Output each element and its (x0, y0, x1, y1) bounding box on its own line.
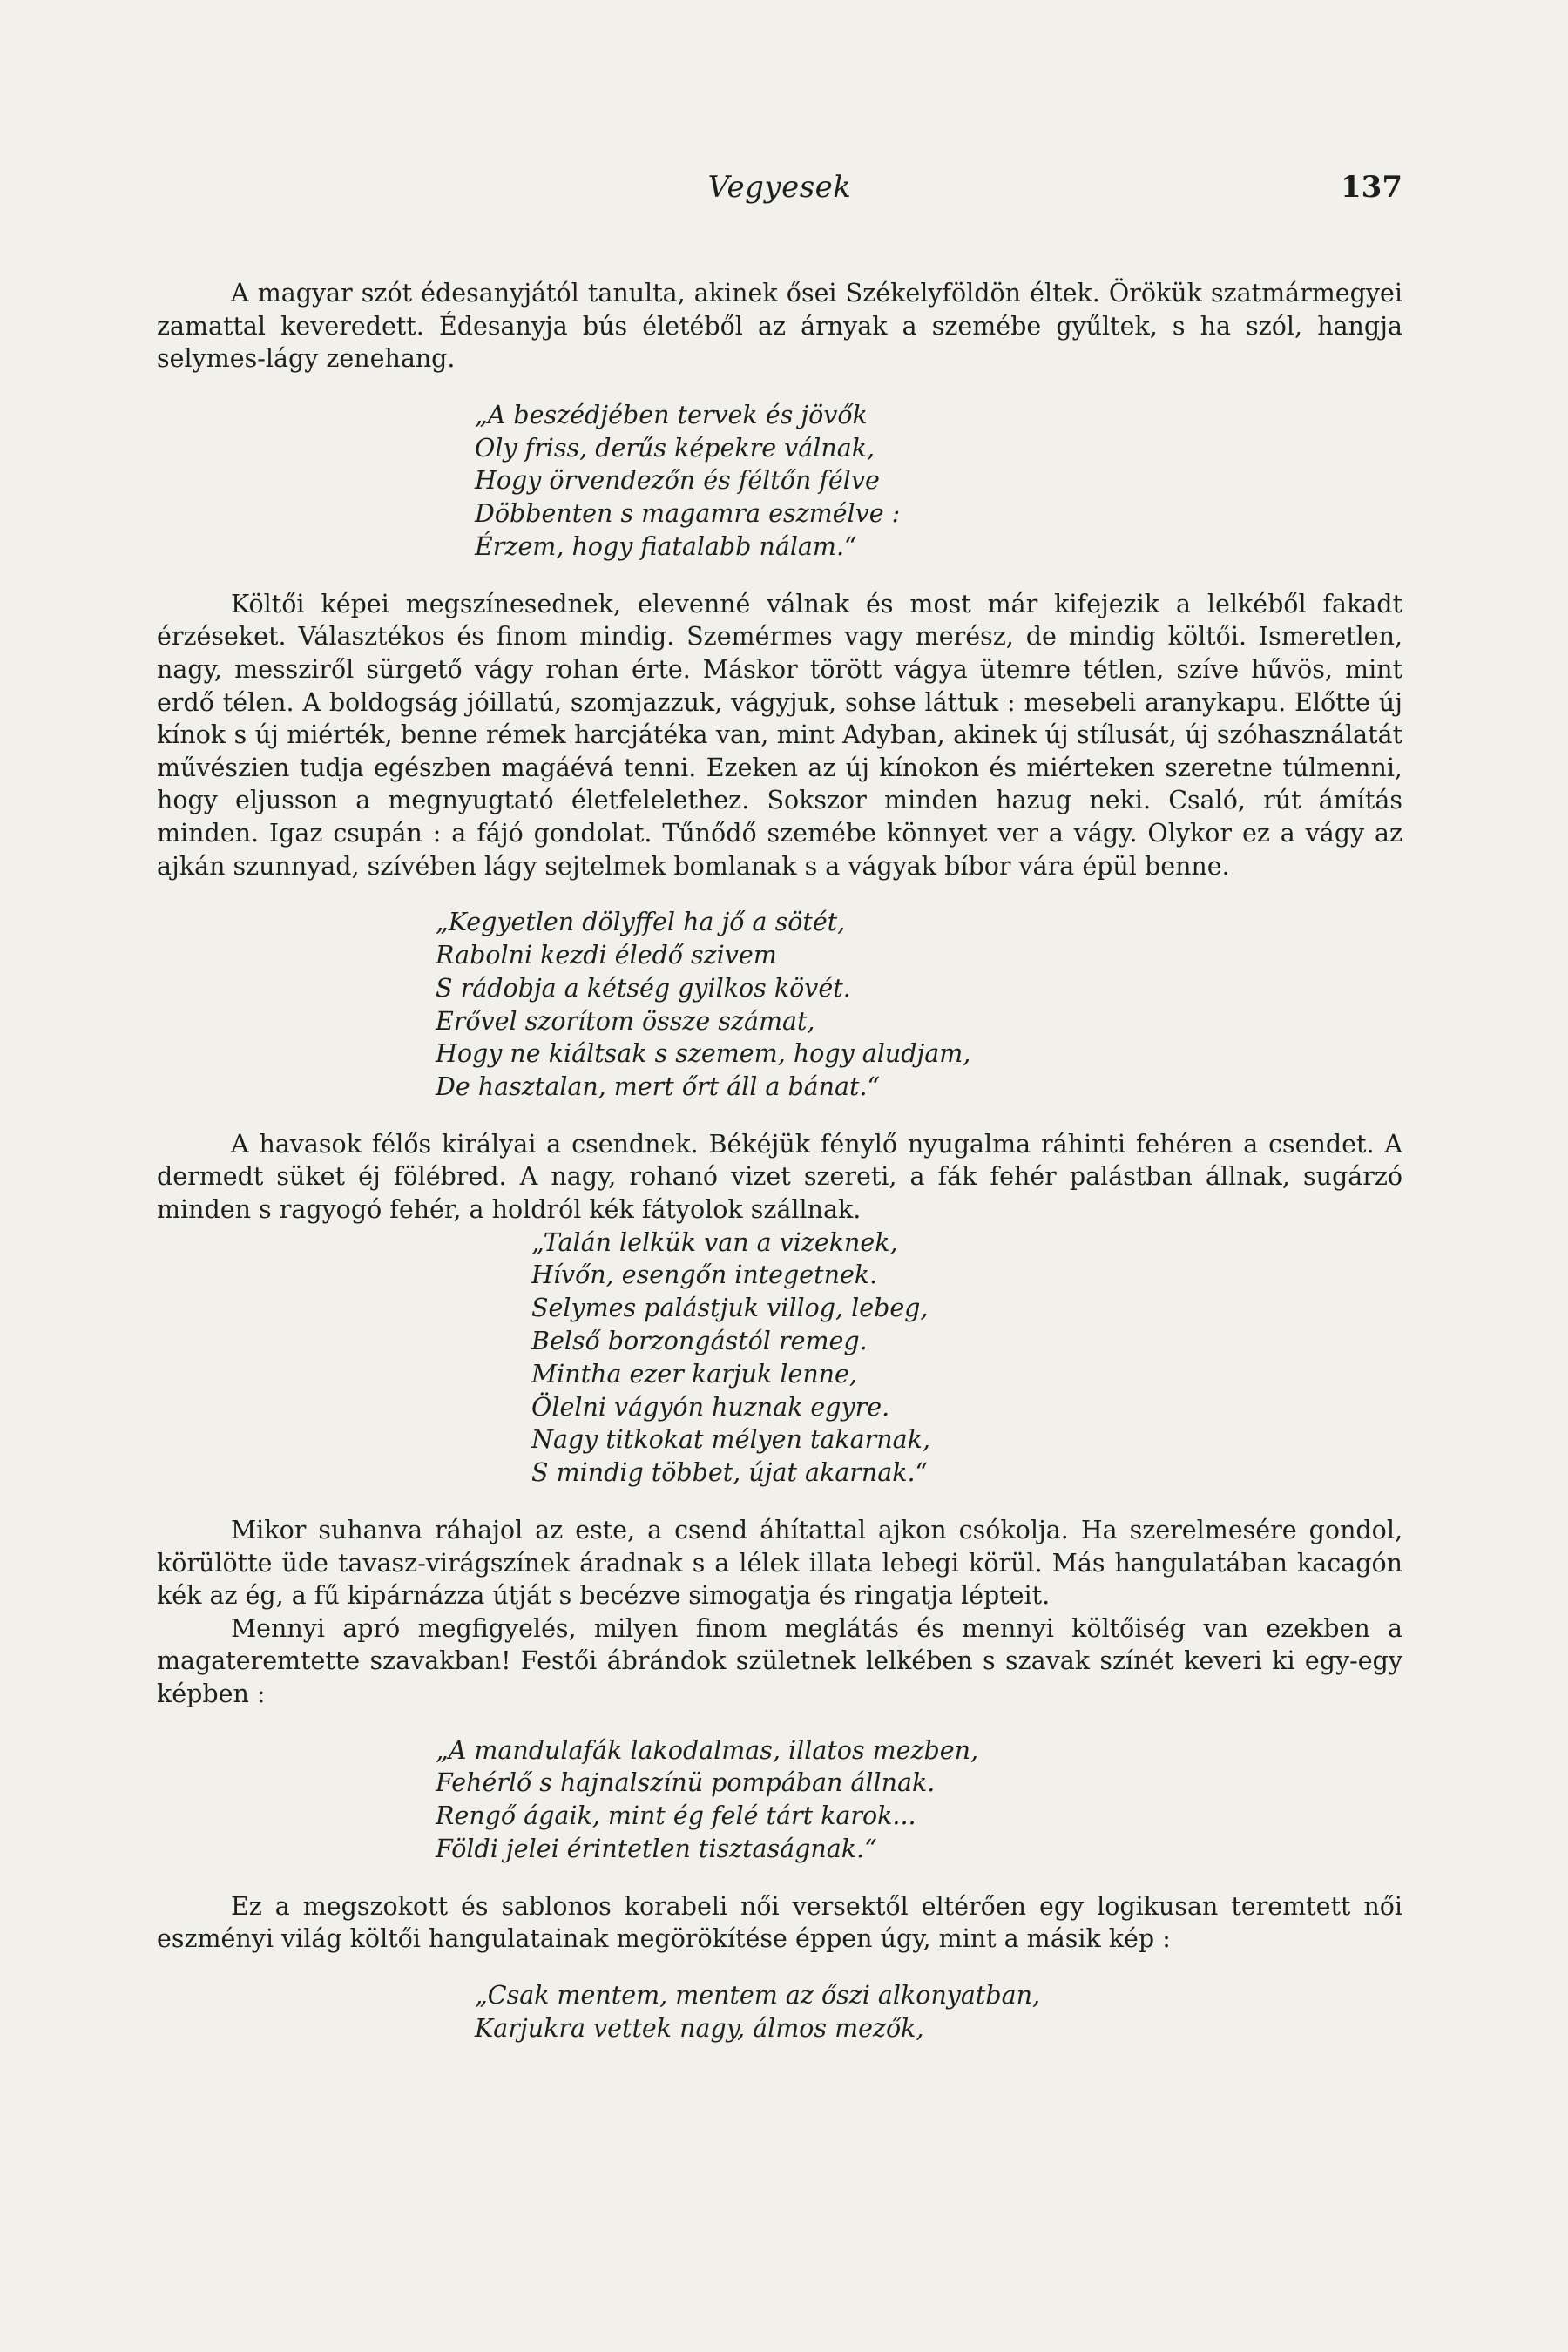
running-title: Vegyesek (707, 170, 852, 205)
poem-quote (475, 399, 1402, 564)
poem-line: „Kegyetlen dölyffel ha jő a sötét, (436, 908, 846, 937)
poem-line: Hogy ne kiáltsak s szemem, hogy aludjam, (436, 1039, 971, 1069)
poem-line: S mindig többet, újat akarnak.“ (531, 1458, 929, 1488)
paragraph: Mikor suhanva ráhajol az este, a csend áhítattal ajkon csókolja. Ha szerelmesére gondol, körülötte üde tavasz-virágszínek áradnak s a lélek illata lebegi körül. Más hangulatában kacagón kék az ég, a fű kipárnázza útját s becézve simogatja és ringatja lépteit. (157, 1516, 1402, 1611)
poem-quote (531, 1227, 1402, 1490)
poem-line: Mintha ezer karjuk lenne, (531, 1359, 857, 1389)
poem-quote (475, 1979, 1402, 2045)
poem-line: Erővel szorítom össze számat, (436, 1006, 815, 1036)
page-number: 137 (1341, 170, 1402, 205)
poem-line: Döbbenten s magamra eszmélve : (475, 499, 901, 529)
page-header (157, 170, 1402, 213)
poem-line: Rabolni kezdi éledő szivem (436, 940, 777, 970)
poem-line: „Talán lelkük van a vizeknek, (531, 1227, 898, 1257)
poem-line: Érzem, hogy fiatalabb nálam.“ (475, 531, 857, 561)
poem-line: Oly friss, derűs képekre válnak, (475, 433, 875, 463)
poem-line: „A beszédjében tervek és jövők (475, 400, 868, 429)
paragraph: Költői képei megszínesednek, elevenné válnak és most már kifejezik a lelkéből fakadt érzéseket. Választékos és finom mindig. Szemérmes vagy merész, de mindig költői. Ismeretlen, nagy, messziről sürgető vágy rohan érte. Máskor törött vágya ütemre tétlen, szíve hűvös, mint erdő télen. A boldogság jóillatú, szomjazzuk, vágyjuk, sohse láttuk : mesebeli aranykapu. Előtte új kínok s új miérték, benne rémek harcjátéka van, mint Adyban, akinek új stílusát, új szóhasználatát művészien tudja egészben magáévá tenni. Ezeken az új kínokon és miérteken szeretne túlmenni, hogy eljusson a megnyugtató életfelelethez. Sokszor minden hazug neki. Csaló, rút ámítás minden. Igaz csupán : a fájó gondolat. Tűnődő szemébe könnyet ver a vágy. Olykor ez a vágy az ajkán szunnyad, szívében lágy sejtelmek bomlanak s a vágyak bíbor vára épül benne. (157, 589, 1402, 881)
paragraph: A magyar szót édesanyjától tanulta, akinek ősei Székelyföldön éltek. Örökük szatmármegyei zamattal keveredett. Édesanyja bús életéből az árnyak a szemébe gyűltek, s ha szól, hangja selymes-lágy zenehang. (157, 279, 1402, 374)
poem-line: „Csak mentem, mentem az őszi alkonyatban, (475, 1980, 1041, 2010)
poem-line: S rádobja a kétség gyilkos kövét. (436, 973, 851, 1003)
poem-quote (436, 906, 1402, 1104)
poem-line: Nagy titkokat mélyen takarnak, (531, 1425, 930, 1455)
poem-line: Belső borzongástól remeg. (531, 1327, 868, 1356)
paragraph: Ez a megszokott és sablonos korabeli női versektől eltérően egy logikusan teremtett női eszményi világ költői hangulatainak megörökítése éppen úgy, mint a másik kép : (157, 1891, 1402, 1954)
poem-line: „A mandulafák lakodalmas, illatos mezben, (436, 1735, 979, 1765)
poem-line: Ölelni vágyón huznak egyre. (531, 1392, 890, 1422)
paragraph: A havasok félős királyai a csendnek. Békéjük fénylő nyugalma ráhinti fehéren a csendet. A dermedt süket éj fölébred. A nagy, rohanó vizet szereti, a fák fehér palástban állnak, sugárzó minden s ragyogó fehér, a holdról kék fátyolok szállnak. (157, 1129, 1402, 1225)
poem-line: Karjukra vettek nagy, álmos mezők, (475, 2013, 924, 2043)
poem-quote (436, 1734, 1402, 1866)
poem-line: Fehérlő s hajnalszínü pompában állnak. (436, 1768, 936, 1798)
page-body (157, 277, 1402, 2045)
paragraph: Mennyi apró megfigyelés, milyen finom meglátás és mennyi költőiség van ezekben a magateremtette szavakban! Festői ábrándok születnek lelkében s szavak színét keveri ki egy-egy képben : (157, 1613, 1402, 1709)
poem-line: Földi jelei érintetlen tisztaságnak.“ (436, 1835, 877, 1863)
poem-line: Selymes palástjuk villog, lebeg, (531, 1294, 929, 1323)
poem-line: Hogy örvendezőn és féltőn félve (475, 466, 880, 496)
poem-line: Rengő ágaik, mint ég felé tárt karok... (436, 1801, 916, 1831)
poem-line: Hívőn, esengőn integetnek. (531, 1260, 878, 1290)
poem-line: De hasztalan, mert őrt áll a bánat.“ (436, 1072, 881, 1102)
